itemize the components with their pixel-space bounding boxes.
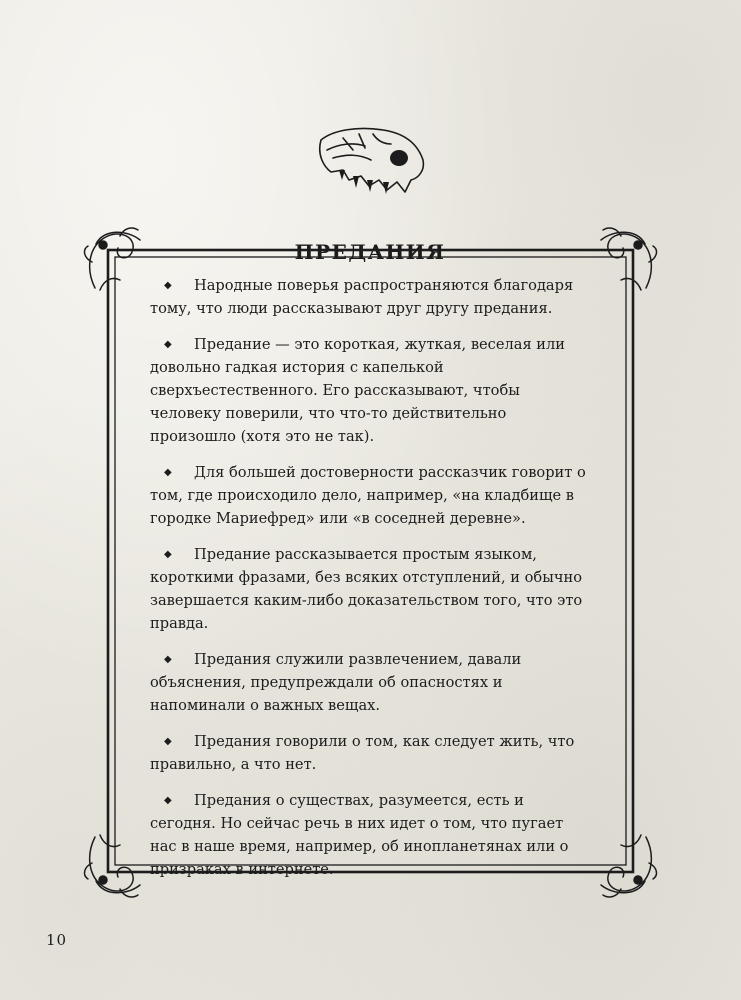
list-item-text: Предание — это короткая, жуткая, веселая или довольно гадкая история с капелькой сверхъестественного. Его рассказывают, чтобы человеку поверили, что что-то действительно произошло (хотя это не так).	[150, 336, 566, 445]
list-item	[150, 730, 590, 776]
bullet-icon: ◆	[164, 280, 172, 291]
list-item-text: Для большей достоверности рассказчик говорит о том, где происходило дело, например, «на кладбище в городке Мариефред» или «в соседней деревне».	[150, 464, 586, 527]
bullet-icon: ◆	[164, 339, 172, 350]
list-item-text: Предание рассказывается простым языком, короткими фразами, без всяких отступлений, и обычно завершается каким-либо доказательством того, что это правда.	[150, 546, 583, 632]
bullet-icon: ◆	[164, 549, 172, 560]
bullet-icon: ◆	[164, 467, 172, 478]
bullet-icon: ◆	[164, 795, 172, 806]
list-item	[150, 543, 590, 635]
page-number: 10	[46, 931, 68, 949]
bullet-list	[150, 274, 590, 881]
list-item	[150, 648, 590, 717]
bullet-icon: ◆	[164, 654, 172, 665]
animal-skull-icon	[313, 120, 433, 200]
list-item	[150, 789, 590, 881]
list-item-text: Предания о существах, разумеется, есть и сегодня. Но сейчас речь в них идет о том, что пугает нас в наше время, например, об инопланетянах или о призраках в интернете.	[150, 792, 569, 878]
list-item	[150, 461, 590, 530]
list-item-text: Предания говорили о том, как следует жить, что правильно, а что нет.	[150, 733, 575, 773]
list-item	[150, 333, 590, 448]
list-item-text: Предания служили развлечением, давали объяснения, предупреждали об опасностях и напоминали о важных вещах.	[150, 651, 522, 714]
page-title: ПРЕДАНИЯ	[294, 240, 446, 264]
list-item-text: Народные поверья распространяются благодаря тому, что люди рассказывают друг другу предания.	[150, 277, 574, 317]
bullet-icon: ◆	[164, 736, 172, 747]
list-item	[150, 274, 590, 320]
main-content	[150, 240, 590, 894]
